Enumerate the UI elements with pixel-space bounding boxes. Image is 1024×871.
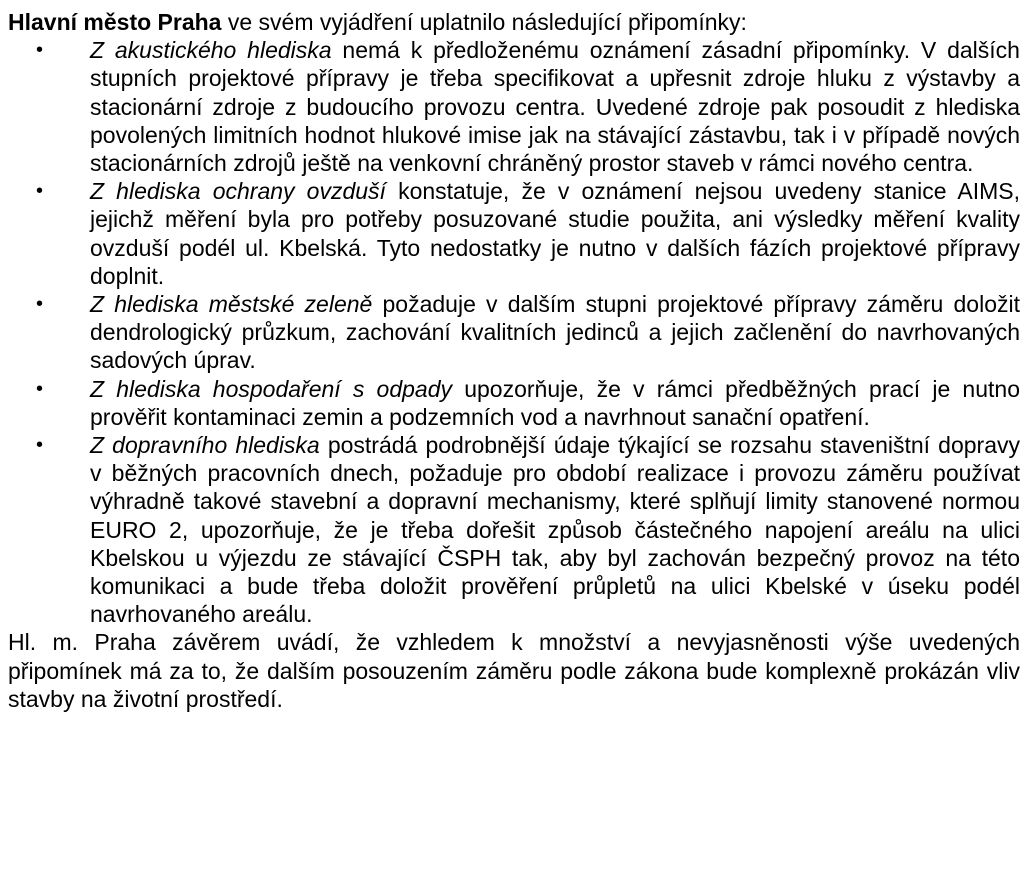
remark-text: upozorňuje, že v rámci předběžných prací je nutno prověřit kontaminaci zemin a podzemních vod a navrhnout sanační opatření. bbox=[90, 375, 1020, 430]
list-item bbox=[8, 431, 1020, 628]
remark-topic: Z hlediska hospodaření s odpady bbox=[90, 375, 453, 402]
remark-topic: Z hlediska ochrany ovzduší bbox=[90, 178, 386, 205]
remarks-list bbox=[8, 36, 1020, 628]
list-item bbox=[8, 290, 1020, 375]
bullet: • bbox=[36, 180, 44, 203]
list-item bbox=[8, 375, 1020, 431]
intro-subject: Hlavní město Praha bbox=[8, 9, 222, 35]
remark-text: nemá k předloženému oznámení zásadní připomínky. V dalších stupních projektové přípravy je třeba specifikovat a upřesnit zdroje hluku z výstavby a stacionární zdroje z budoucího provozu centra. Uvedené zdroje pak posoudit z hlediska povolených limitních hodnot hlukové imise jak na stávající zástavbu, tak i v případě nových stacionárních zdrojů ještě na venkovní chráněný prostor staveb v rámci nového centra. bbox=[90, 37, 1020, 177]
conclusion-paragraph: Hl. m. Praha závěrem uvádí, že vzhledem k množství a nevyjasněnosti výše uvedených připomínek má za to, že dalším posouzením záměru podle zákona bude komplexně prokázán vliv stavby na životní prostředí. bbox=[8, 629, 1020, 712]
remark-topic: Z hlediska městské zeleně bbox=[90, 291, 373, 318]
bullet: • bbox=[36, 39, 44, 62]
list-item bbox=[8, 36, 1020, 177]
bullet: • bbox=[36, 377, 44, 400]
intro-text: ve svém vyjádření uplatnilo následující připomínky: bbox=[221, 9, 747, 35]
document-page bbox=[8, 8, 1020, 713]
list-item bbox=[8, 177, 1020, 290]
remark-topic: Z dopravního hlediska bbox=[90, 432, 320, 459]
bullet: • bbox=[36, 434, 44, 457]
remark-text: postrádá podrobnější údaje týkající se rozsahu staveništní dopravy v běžných pracovních dnech, požaduje pro období realizace i provozu záměru používat výhradně takové stavební a dopravní mechanismy, které splňují limity stanovené normou EURO 2, upozorňuje, že je třeba dořešit způsob částečného napojení areálu na ulici Kbelskou u výjezdu ze stávající ČSPH tak, aby byl zachován bezpečný provoz na této komunikaci a bude třeba doložit prověření průpletů na ulici Kbelské v úseku podél navrhovaného areálu. bbox=[90, 432, 1020, 628]
remark-topic: Z akustického hlediska bbox=[90, 37, 332, 64]
bullet: • bbox=[36, 293, 44, 316]
intro-paragraph bbox=[8, 8, 1020, 36]
remark-text: konstatuje, že v oznámení nejsou uvedeny stanice AIMS, jejichž měření byla pro potřeby posuzované studie použita, ani výsledky měření kvality ovzduší podél ul. Kbelská. Tyto nedostatky je nutno v dalších fázích projektové přípravy doplnit. bbox=[90, 178, 1020, 289]
remark-text: požaduje v dalším stupni projektové přípravy záměru doložit dendrologický průzkum, zachování kvalitních jedinců a jejich začlenění do navrhovaných sadových úprav. bbox=[90, 291, 1020, 374]
